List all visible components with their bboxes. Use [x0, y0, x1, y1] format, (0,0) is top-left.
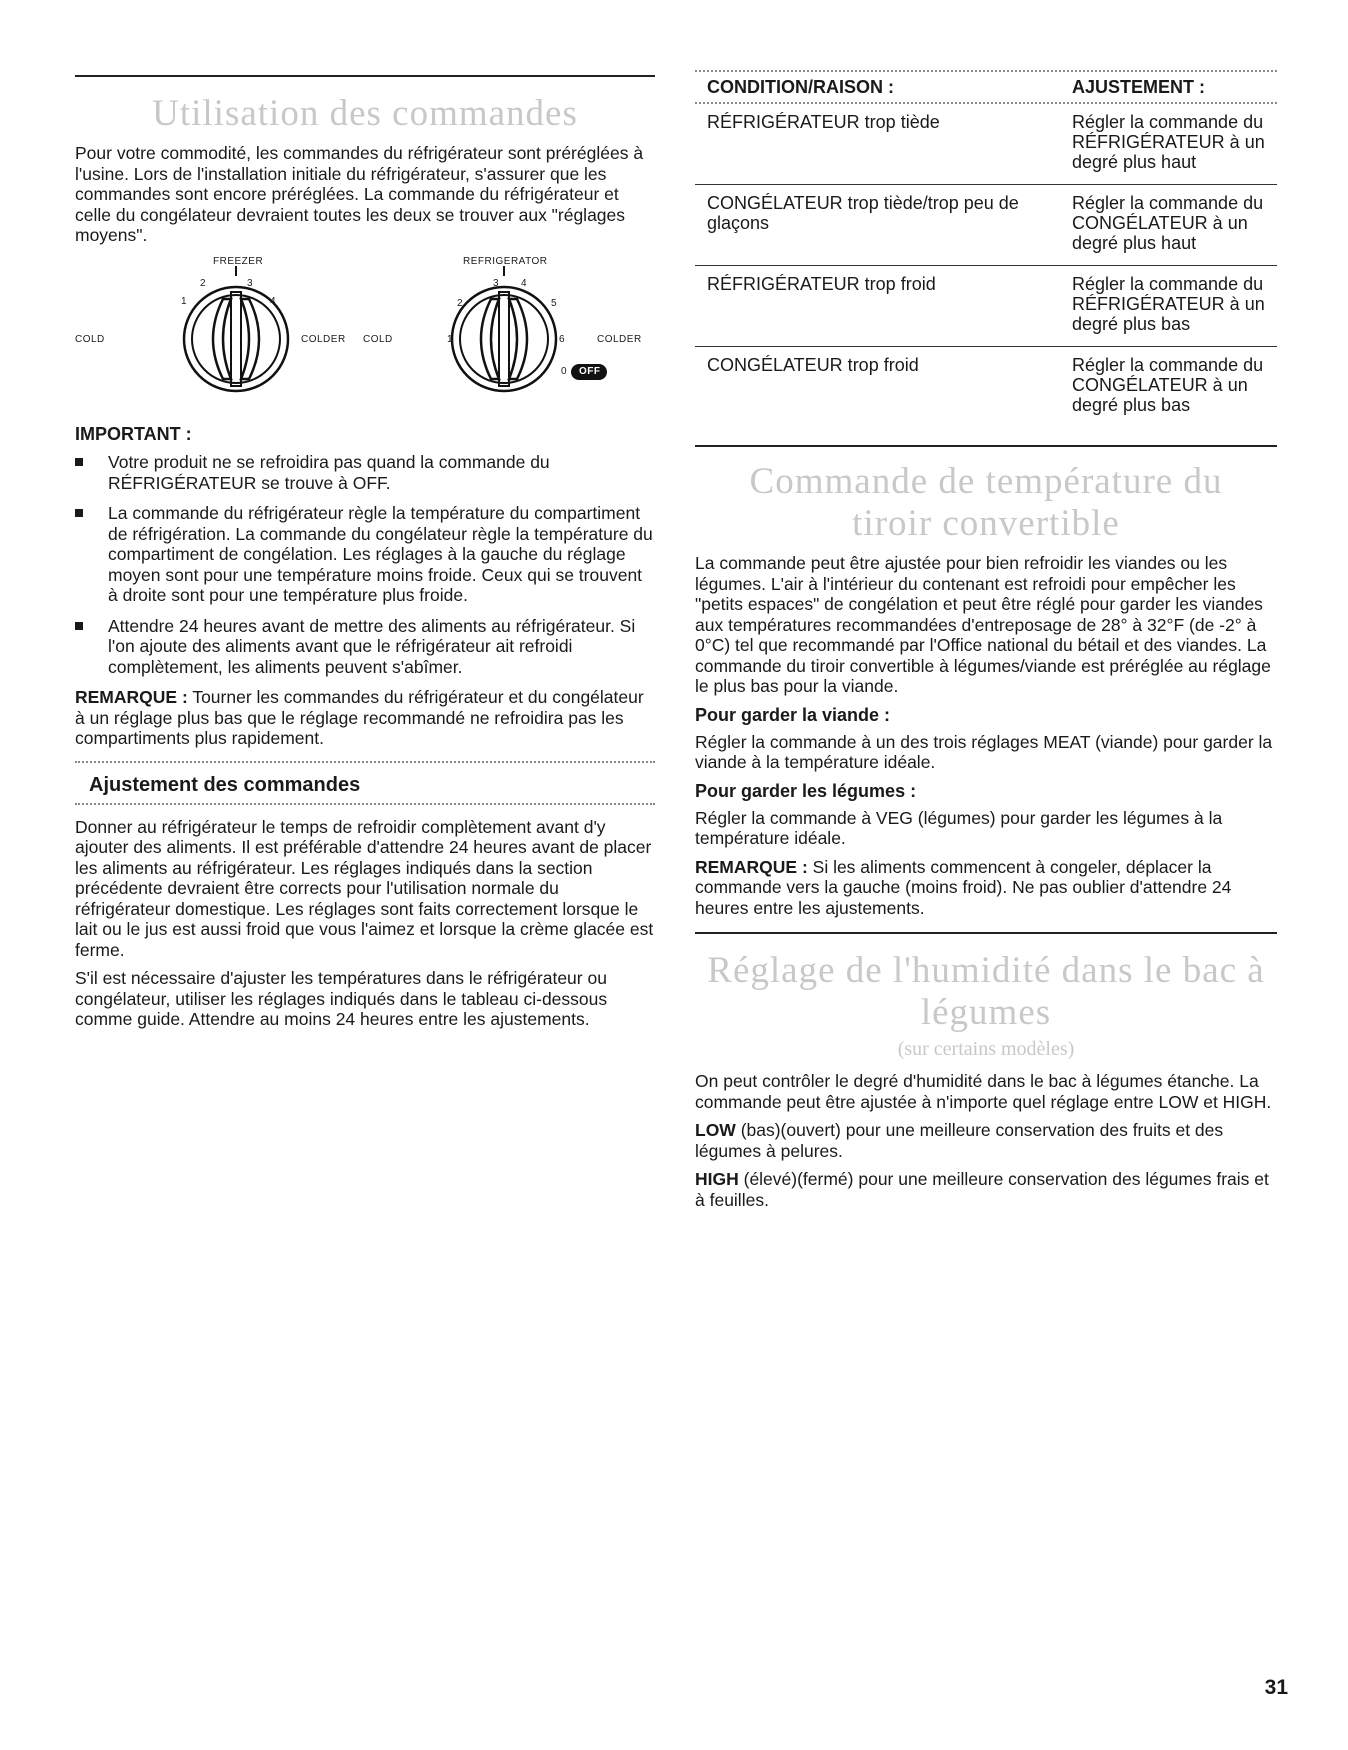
important-heading: IMPORTANT :	[75, 423, 192, 444]
page-number: 31	[1264, 1676, 1288, 1699]
control-dials-diagram	[75, 254, 655, 424]
freezer-mark-2: 2	[200, 277, 207, 289]
table-cell-condition: RÉFRIGÉRATEUR trop froid	[707, 274, 936, 294]
section2-rule	[695, 445, 1277, 447]
fridge-mark-6: 6	[559, 333, 566, 345]
fridge-mark-1: 1	[447, 333, 454, 345]
section3-rule	[695, 932, 1277, 934]
important-bullet-1: Votre produit ne se refroidira pas quand la commande du RÉFRIGÉRATEUR se trouve à OFF.	[75, 452, 655, 493]
important-bullet-2: La commande du réfrigérateur règle la température du compartiment de réfrigération. La commande du congélateur règle la température du compartiment de congélation. Les réglages à la gauche du réglage moyen sont pour une température moins froide. Ceux qui se trouvent à droite sont pour une température plus froide.	[75, 503, 655, 606]
right-column	[695, 0, 1277, 1218]
table-row	[695, 104, 1277, 185]
remarque-paragraph-right: REMARQUE : Si les aliments commencent à congeler, déplacer la commande vers la gauche (moins froid). Ne pas oublier d'attendre 24 heures entre les ajustements.	[695, 856, 1232, 918]
tiroir-intro: La commande peut être ajustée pour bien refroidir les viandes ou les légumes. L'air à l'intérieur du contenant est refroidi pour empêcher les "petits espaces" de congélation et peut être réglé pour garder les viandes aux températures recommandées d'entreposage de 28° à 32°F (de -2° à 0°C) tel que recommandé par l'Office national du bétail et des viandes. La commande du tiroir convertible à légumes/viande est préréglée au réglage le plus bas pour la viande.	[695, 553, 1271, 696]
table-header-condition: CONDITION/RAISON :	[707, 77, 894, 97]
top-rule	[75, 75, 655, 77]
section-heading-ajustement: Ajustement des commandes	[89, 773, 361, 796]
intro-paragraph: Pour votre commodité, les commandes du réfrigérateur sont préréglées à l'usine. Lors de l'installation initiale du réfrigérateur, s'assurer que les commandes sont encore préréglées. La commande du réfrigérateur et celle du congélateur devraient toutes les deux se trouver aux "réglages moyens".	[75, 143, 644, 245]
veg-heading: Pour garder les légumes :	[695, 780, 917, 801]
section-title-tiroir: Commande de température du tiroir convertible	[749, 461, 1223, 544]
ajustement-paragraph-2: S'il est nécessaire d'ajuster les températures dans le réfrigérateur ou congélateur, utiliser les réglages indiqués dans le tableau ci-dessous comme guide. Attendre au moins 24 heures entre les ajustements.	[75, 968, 608, 1029]
table-row	[695, 347, 1277, 435]
low-paragraph: LOW (bas)(ouvert) pour une meilleure conservation des fruits et des légumes à pelures.	[695, 1120, 1224, 1161]
refrigerator-label: REFRIGERATOR	[463, 255, 548, 267]
veg-paragraph: Régler la commande à VEG (légumes) pour garder les légumes à la température idéale.	[695, 807, 1223, 848]
meat-heading: Pour garder la viande :	[695, 704, 891, 725]
remarque-paragraph: REMARQUE : Tourner les commandes du réfrigérateur et du congélateur à un réglage plus bas que le réglage recommandé ne refroidira pas les compartiments plus rapidement.	[75, 687, 644, 748]
table-cell-adjust: Régler la commande du CONGÉLATEUR à un degré plus haut	[1072, 193, 1264, 253]
ajustement-paragraph-1: Donner au réfrigérateur le temps de refroidir complètement avant d'y ajouter des aliments. Il est préférable d'attendre 24 heures avant de placer les aliments au réfrigérateur. Les réglages indiqués dans la section précédente devraient être corrects pour l'utilisation normale du réfrigérateur domestique. Les réglages sont faits correctement lorsque le lait ou le jus est aussi froid que vous l'aimez et lorsque la crème glacée est ferme.	[75, 816, 654, 960]
table-header	[695, 72, 1277, 102]
important-bullet-3: Attendre 24 heures avant de mettre des aliments au réfrigérateur. Si l'on ajoute des aliments avant que le réfrigérateur ait refroidi complètement, les aliments peuvent s'abîmer.	[75, 616, 655, 678]
freezer-mark-4: 4	[270, 295, 277, 307]
high-paragraph: HIGH (élevé)(fermé) pour une meilleure conservation des légumes frais et à feuilles.	[695, 1169, 1269, 1210]
adjustment-table	[695, 72, 1277, 435]
table-header-adjust: AJUSTEMENT :	[1072, 77, 1206, 97]
section-divider-bottom	[75, 803, 655, 805]
table-row	[695, 185, 1277, 266]
fridge-mark-3: 3	[493, 277, 500, 289]
fridge-colder-label: COLDER	[597, 333, 642, 345]
table-cell-adjust: Régler la commande du RÉFRIGÉRATEUR à un degré plus haut	[1072, 112, 1265, 172]
freezer-cold-label: COLD	[75, 333, 105, 345]
freezer-label: FREEZER	[213, 255, 264, 267]
table-row	[695, 266, 1277, 347]
section-subtitle-models: (sur certains modèles)	[897, 1038, 1075, 1060]
table-cell-adjust: Régler la commande du CONGÉLATEUR à un degré plus bas	[1072, 355, 1264, 415]
fridge-cold-label: COLD	[363, 333, 393, 345]
fridge-mark-2: 2	[457, 297, 464, 309]
fridge-mark-0: 0	[561, 365, 568, 377]
table-cell-condition: RÉFRIGÉRATEUR trop tiède	[707, 112, 940, 132]
table-cell-condition: CONGÉLATEUR trop froid	[707, 355, 919, 375]
fridge-mark-4: 4	[521, 277, 528, 289]
refrigerator-dial	[452, 266, 556, 391]
left-column	[75, 0, 655, 1038]
important-list	[75, 452, 655, 677]
off-label: OFF	[579, 365, 601, 377]
section-title-humidite: Réglage de l'humidité dans le bac à légumes	[707, 950, 1265, 1033]
table-cell-condition: CONGÉLATEUR trop tiède/trop peu de glaçons	[707, 193, 1019, 233]
freezer-mark-3: 3	[247, 277, 254, 289]
table-cell-adjust: Régler la commande du RÉFRIGÉRATEUR à un degré plus bas	[1072, 274, 1265, 334]
fridge-mark-5: 5	[551, 297, 558, 309]
freezer-mark-1: 1	[181, 295, 188, 307]
freezer-colder-label: COLDER	[301, 333, 346, 345]
section-title-utilisation: Utilisation des commandes	[152, 93, 578, 134]
meat-paragraph: Régler la commande à un des trois réglages MEAT (viande) pour garder la viande à la température idéale.	[695, 731, 1273, 772]
humidite-intro: On peut contrôler le degré d'humidité dans le bac à légumes étanche. La commande peut être ajustée à n'importe quel réglage entre LOW et HIGH.	[695, 1071, 1272, 1112]
